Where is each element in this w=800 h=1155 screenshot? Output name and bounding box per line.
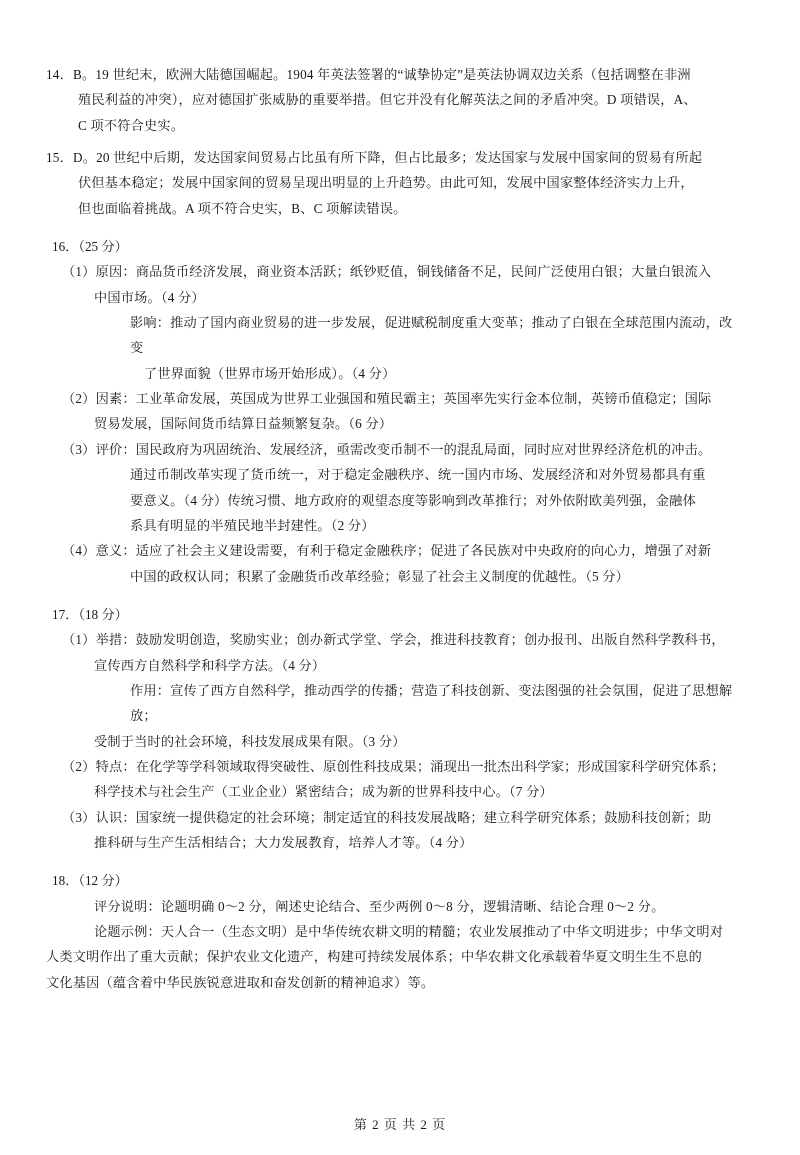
answer-line: （4）意义：适应了社会主义建设需要，有利于稳定金融秩序；促进了各民族对中央政府的向心力，增强了对新 xyxy=(62,543,712,559)
answer-line: 推科研与生产生活相结合；大力发展教育，培养人才等。（4 分） xyxy=(94,834,473,850)
answer-line: 评分说明：论题明确 0～2 分，阐述史论结合、至少两例 0～8 分，逻辑清晰、结论合理 0～2 分。 xyxy=(94,898,665,914)
answer-item-14 xyxy=(46,62,744,138)
question-number: 17．（18 分） xyxy=(52,606,128,622)
question-18-example xyxy=(46,919,744,995)
answer-line: 系具有明显的半殖民地半封建性。（2 分） xyxy=(130,517,375,533)
answer-line: 要意义。（4 分）传统习惯、地方政府的观望态度等影响到改革推行；对外依附欧美列强，金融体 xyxy=(130,492,696,508)
question-16-part-2 xyxy=(46,386,744,437)
answer-line: 人类文明作出了重大贡献；保护农业文化遗产，构建可持续发展体系；中华农耕文化承载着华夏文明生生不息的 xyxy=(46,949,702,965)
answer-line: （1）举措：鼓励发明创造，奖励实业；创办新式学堂、学会，推进科技教育；创办报刊、出版自然科学教科书， xyxy=(62,632,725,648)
question-16-part-3 xyxy=(46,437,744,538)
answer-line: C 项不符合史实。 xyxy=(78,117,185,133)
answer-line: 15．D。20 世纪中后期，发达国家间贸易占比虽有所下降，但占比最多；发达国家与发展中国家间的贸易有所起 xyxy=(46,150,703,166)
answer-line: 中国的政权认同；积累了金融货币改革经验；彰显了社会主义制度的优越性。（5 分） xyxy=(130,568,630,584)
question-17-part-1-effect xyxy=(46,678,744,754)
question-18-scoring-note xyxy=(46,894,744,919)
question-number: 18．（12 分） xyxy=(52,873,128,889)
answer-line: （3）认识：国家统一提供稳定的社会环境；制定适宜的科技发展战略；建立科学研究体系；鼓励科技创新；助 xyxy=(62,809,712,825)
answer-line: （3）评价：国民政府为巩固统治、发展经济，亟需改变币制不一的混乱局面，同时应对世界经济危机的冲击。 xyxy=(62,441,712,457)
answer-line: （1）原因：商品货币经济发展，商业资本活跃；纸钞贬值，铜钱储备不足，民间广泛使用白银；大量白银流入 xyxy=(62,264,712,280)
question-number: 16．（25 分） xyxy=(52,239,128,255)
question-17-part-1 xyxy=(46,627,744,678)
answer-line: 14．B。19 世纪末，欧洲大陆德国崛起。1904 年英法签署的“诚挚协定”是英法协调双边关系（包括调整在非洲 xyxy=(46,67,691,82)
answer-line: 作用：宣传了西方自然科学，推动西学的传播；营造了科技创新、变法图强的社会氛围，促进了思想解放； xyxy=(130,682,733,724)
answer-line: 伏但基本稳定；发展中国家间的贸易呈现出明显的上升趋势。由此可知，发展中国家整体经济实力上升， xyxy=(78,175,694,191)
answer-line: 宣传西方自然科学和科学方法。（4 分） xyxy=(94,657,326,673)
answer-line: 受制于当时的社会环境，科技发展成果有限。（3 分） xyxy=(94,733,406,749)
question-16 xyxy=(46,234,744,589)
answer-line: 殖民利益的冲突），应对德国扩张威胁的重要举措。但它并没有化解英法之间的矛盾冲突。D 项错误，A、 xyxy=(78,92,697,108)
question-17-part-2 xyxy=(46,754,744,805)
question-16-part-1-impact xyxy=(46,310,744,386)
question-16-part-4 xyxy=(46,538,744,589)
answer-line: 影响：推动了国内商业贸易的进一步发展，促进赋税制度重大变革；推动了白银在全球范围内流动，改变 xyxy=(130,315,733,356)
answer-line: 文化基因（蕴含着中华民族锐意进取和奋发创新的精神追求）等。 xyxy=(46,974,435,990)
answer-line: 论题示例：天人合一（生态文明）是中华传统农耕文明的精髓；农业发展推动了中华文明进步；中华文明对 xyxy=(94,924,724,939)
answer-line: 贸易发展，国际间货币结算日益频繁复杂。（6 分） xyxy=(94,416,393,432)
question-16-part-1 xyxy=(46,259,744,310)
page-footer: 第 2 页 共 2 页 xyxy=(353,1117,447,1132)
answer-line: 科学技术与社会生产（工业企业）紧密结合；成为新的世界科技中心。（7 分） xyxy=(94,784,553,800)
question-18 xyxy=(46,868,744,995)
answer-line: （2）因素：工业革命发展，英国成为世界工业强国和殖民霸主；英国率先实行金本位制，英镑币值稳定；国际 xyxy=(62,391,712,407)
answer-line: 了世界面貌（世界市场开始形成）。（4 分） xyxy=(144,365,396,381)
answer-item-15 xyxy=(46,145,744,221)
answer-line: （2）特点：在化学等学科领域取得突破性、原创性科技成果；涌现出一批杰出科学家；形成国家科学研究体系； xyxy=(62,758,725,774)
question-17-part-3 xyxy=(46,805,744,856)
answer-line: 但也面临着挑战。A 项不符合史实，B、C 项解读错误。 xyxy=(78,200,407,216)
answer-line: 通过币制改革实现了货币统一，对于稳定金融秩序、统一国内市场、发展经济和对外贸易都具有重 xyxy=(130,467,706,483)
answer-line: 中国市场。（4 分） xyxy=(94,289,205,305)
question-17 xyxy=(46,602,744,855)
